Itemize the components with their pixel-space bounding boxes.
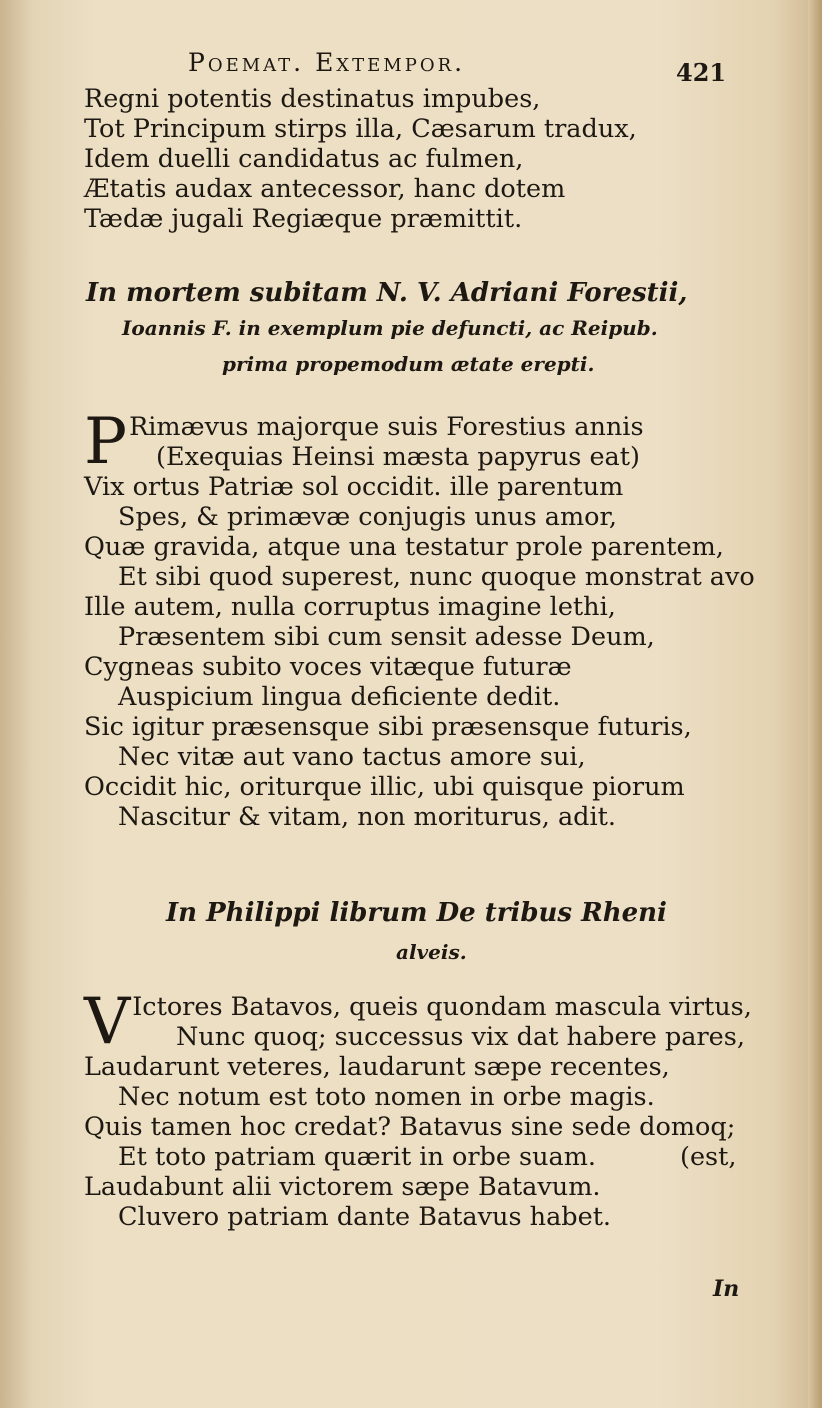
verse-line: Ictores Batavos, queis quondam mascula virtus, <box>132 992 752 1022</box>
verse-line: Vix ortus Patriæ sol occidit. ille parentum <box>84 472 624 502</box>
verse-line <box>84 1142 784 1172</box>
running-head: Poemat. Extempor. <box>188 48 466 77</box>
verse-line: Nascitur & vitam, non moriturus, adit. <box>118 802 617 832</box>
verse-line: Et sibi quod superest, nunc quoque monstrat avo <box>118 562 755 592</box>
verse-line: Idem duelli candidatus ac fulmen, <box>84 144 524 174</box>
verse-line: Spes, & primævæ conjugis unus amor, <box>118 502 618 532</box>
verse-line: (Exequias Heinsi mæsta papyrus eat) <box>156 442 640 472</box>
verse-line: Sic igitur præsensque sibi præsensque futuris, <box>84 712 692 742</box>
verse-line: Quæ gravida, atque una testatur prole parentem, <box>84 532 724 562</box>
verse-line: Cygneas subito voces vitæque futuræ <box>84 652 572 682</box>
poem-two-title-line-2: alveis. <box>396 940 467 964</box>
verse-line: Nec vitæ aut vano tactus amore sui, <box>118 742 586 772</box>
verse-line: Cluvero patriam dante Batavus habet. <box>118 1202 612 1232</box>
poem-two-body <box>84 985 784 1232</box>
poem-one-title-line-1: In mortem subitam N. V. Adriani Forestii, <box>86 278 688 308</box>
poem-one-title-line-2: Ioannis F. in exemplum pie defuncti, ac Reipub. <box>122 316 658 340</box>
page-edge <box>808 0 822 1408</box>
verse-line: Nunc quoq; successus vix dat habere pares, <box>176 1022 745 1052</box>
verse-line: Ille autem, nulla corruptus imagine lethi, <box>84 592 616 622</box>
page-number: 421 <box>676 58 727 87</box>
verse-line: Regni potentis destinatus impubes, <box>84 84 541 114</box>
poem-one-body <box>84 405 784 832</box>
verse-text: Et toto patriam quærit in orbe suam. <box>118 1142 597 1172</box>
verse-line: Rimævus majorque suis Forestius annis <box>129 412 644 442</box>
verse-line: Laudarunt veteres, laudarunt sæpe recentes, <box>84 1052 670 1082</box>
drop-cap: V <box>84 985 131 1059</box>
stanza-previous-poem <box>84 84 784 234</box>
verse-line: Nec notum est toto nomen in orbe magis. <box>118 1082 655 1112</box>
verse-line: Tædæ jugali Regiæque præmittit. <box>84 204 523 234</box>
verse-line: Quis tamen hoc credat? Batavus sine sede domoq; <box>84 1112 736 1142</box>
catchword: In <box>713 1276 740 1302</box>
verse-line: Præsentem sibi cum sensit adesse Deum, <box>118 622 655 652</box>
verse-line: Ætatis audax antecessor, hanc dotem <box>84 174 566 204</box>
turnover-word: (est, <box>680 1142 737 1172</box>
poem-one-title-line-3: prima propemodum ætate erepti. <box>222 352 595 376</box>
verse-line: Tot Principum stirps illa, Cæsarum tradux, <box>84 114 637 144</box>
drop-cap: P <box>84 405 128 479</box>
verse-line: Occidit hic, oriturque illic, ubi quisque piorum <box>84 772 685 802</box>
verse-line: Auspicium lingua deficiente dedit. <box>118 682 561 712</box>
poem-two-title-line-1: In Philippi librum De tribus Rheni <box>166 898 667 928</box>
verse-line: Laudabunt alii victorem sæpe Batavum. <box>84 1172 601 1202</box>
